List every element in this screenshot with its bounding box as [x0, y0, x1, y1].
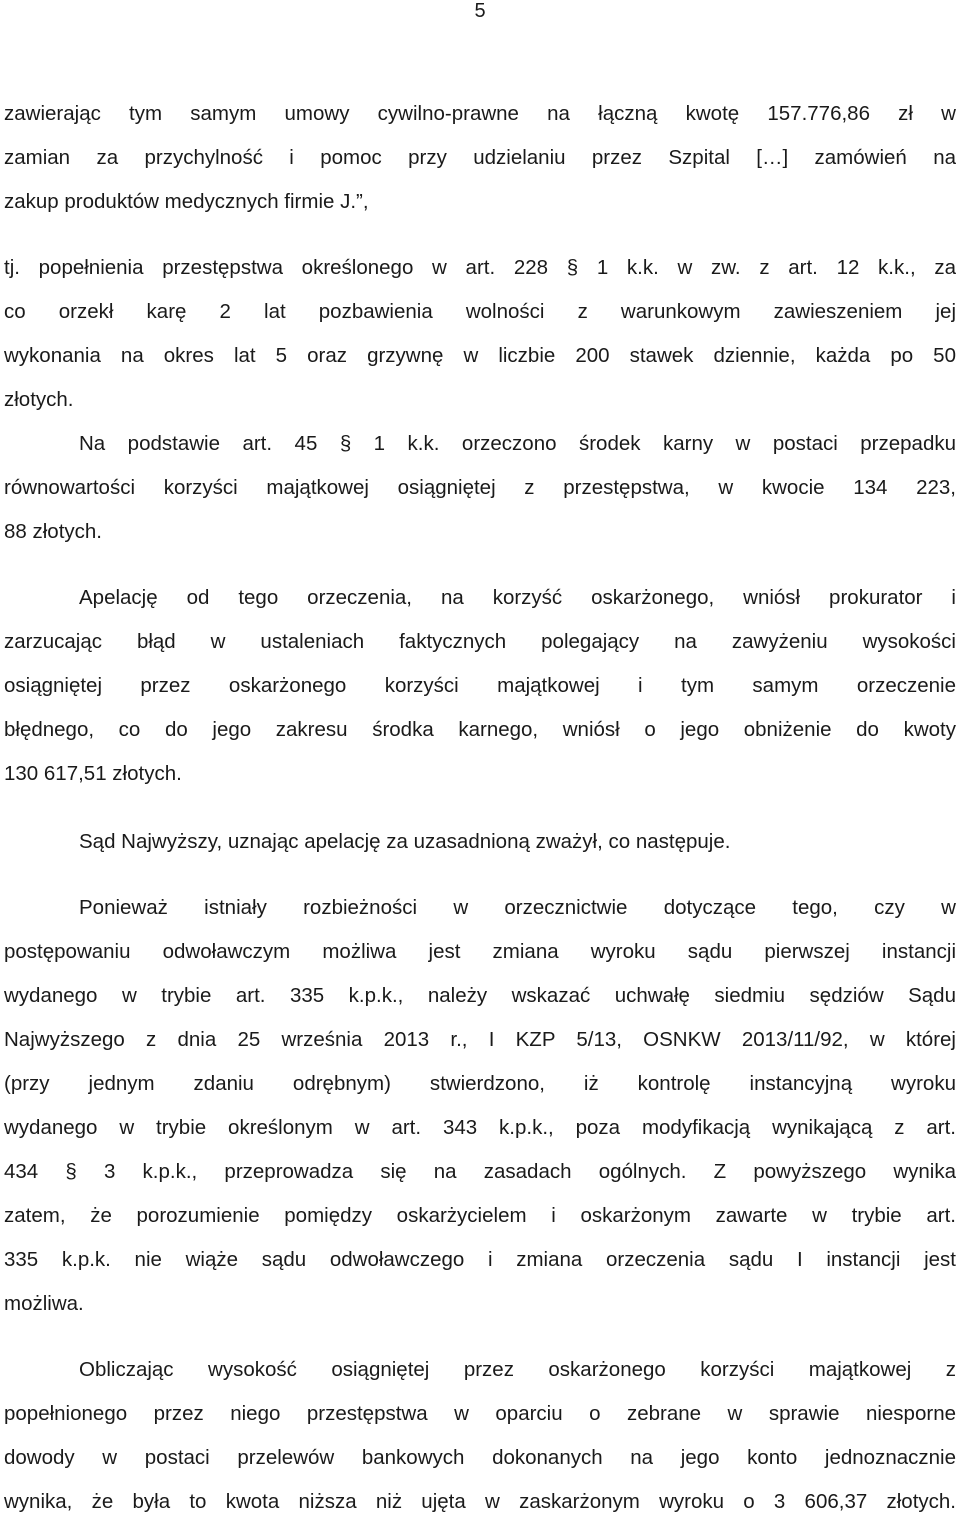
text-line: wydanego w trybie art. 335 k.p.k., należy wskazać uchwałę siedmiu sędziów Sądu: [4, 984, 956, 1007]
text-line: Ponieważ istniały rozbieżności w orzecznictwie dotyczące tego, czy w: [79, 896, 956, 919]
text-line: 130 617,51 złotych.: [4, 762, 182, 785]
text-line: co orzekł karę 2 lat pozbawienia wolności z warunkowym zawieszeniem jej: [4, 300, 956, 323]
text-line: postępowaniu odwoławczym możliwa jest zmiana wyroku sądu pierwszej instancji: [4, 940, 956, 963]
text-line: zatem, że porozumienie pomiędzy oskarżycielem i oskarżonym zawarte w trybie art.: [4, 1204, 956, 1227]
text-line: błędnego, co do jego zakresu środka karnego, wniósł o jego obniżenie do kwoty: [4, 718, 956, 741]
text-line: tj. popełnienia przestępstwa określonego w art. 228 § 1 k.k. w zw. z art. 12 k.k., za: [4, 256, 956, 279]
text-line: popełnionego przez niego przestępstwa w oparciu o zebrane w sprawie niesporne: [4, 1402, 956, 1425]
page-number: 5: [474, 0, 486, 22]
text-line: zawierając tym samym umowy cywilno-prawne na łączną kwotę 157.776,86 zł w: [4, 102, 956, 125]
text-line: Najwyższego z dnia 25 września 2013 r., I KZP 5/13, OSNKW 2013/11/92, w której: [4, 1028, 956, 1051]
text-line: (przy jednym zdaniu odrębnym) stwierdzono, iż kontrolę instancyjną wyroku: [4, 1072, 956, 1095]
text-line: 335 k.p.k. nie wiąże sądu odwoławczego i zmiana orzeczenia sądu I instancji jest: [4, 1248, 956, 1271]
text-line: zarzucając błąd w ustaleniach faktycznych polegający na zawyżeniu wysokości: [4, 630, 956, 653]
text-line: 434 § 3 k.p.k., przeprowadza się na zasadach ogólnych. Z powyższego wynika: [4, 1160, 956, 1183]
text-line: zakup produktów medycznych firmie J.”,: [4, 190, 369, 213]
text-line: Na podstawie art. 45 § 1 k.k. orzeczono środek karny w postaci przepadku: [79, 432, 956, 455]
text-line: Apelację od tego orzeczenia, na korzyść oskarżonego, wniósł prokurator i: [79, 586, 956, 609]
text-line: wydanego w trybie określonym w art. 343 k.p.k., poza modyfikacją wynikającą z art.: [4, 1116, 956, 1139]
text-line: dowody w postaci przelewów bankowych dokonanych na jego konto jednoznacznie: [4, 1446, 956, 1469]
text-line: wynika, że była to kwota niższa niż ujęta w zaskarżonym wyroku o 3 606,37 złotych.: [4, 1490, 956, 1513]
text-line: Sąd Najwyższy, uznając apelację za uzasadnioną zważył, co następuje.: [79, 830, 731, 853]
text-line: 88 złotych.: [4, 520, 102, 543]
text-line: zamian za przychylność i pomoc przy udzielaniu przez Szpital […] zamówień na: [4, 146, 956, 169]
text-line: możliwa.: [4, 1292, 84, 1315]
text-line: równowartości korzyści majątkowej osiągniętej z przestępstwa, w kwocie 134 223,: [4, 476, 956, 499]
text-line: złotych.: [4, 388, 74, 411]
text-line: wykonania na okres lat 5 oraz grzywnę w liczbie 200 stawek dziennie, każda po 50: [4, 344, 956, 367]
text-line: osiągniętej przez oskarżonego korzyści majątkowej i tym samym orzeczenie: [4, 674, 956, 697]
text-line: Obliczając wysokość osiągniętej przez oskarżonego korzyści majątkowej z: [79, 1358, 956, 1381]
